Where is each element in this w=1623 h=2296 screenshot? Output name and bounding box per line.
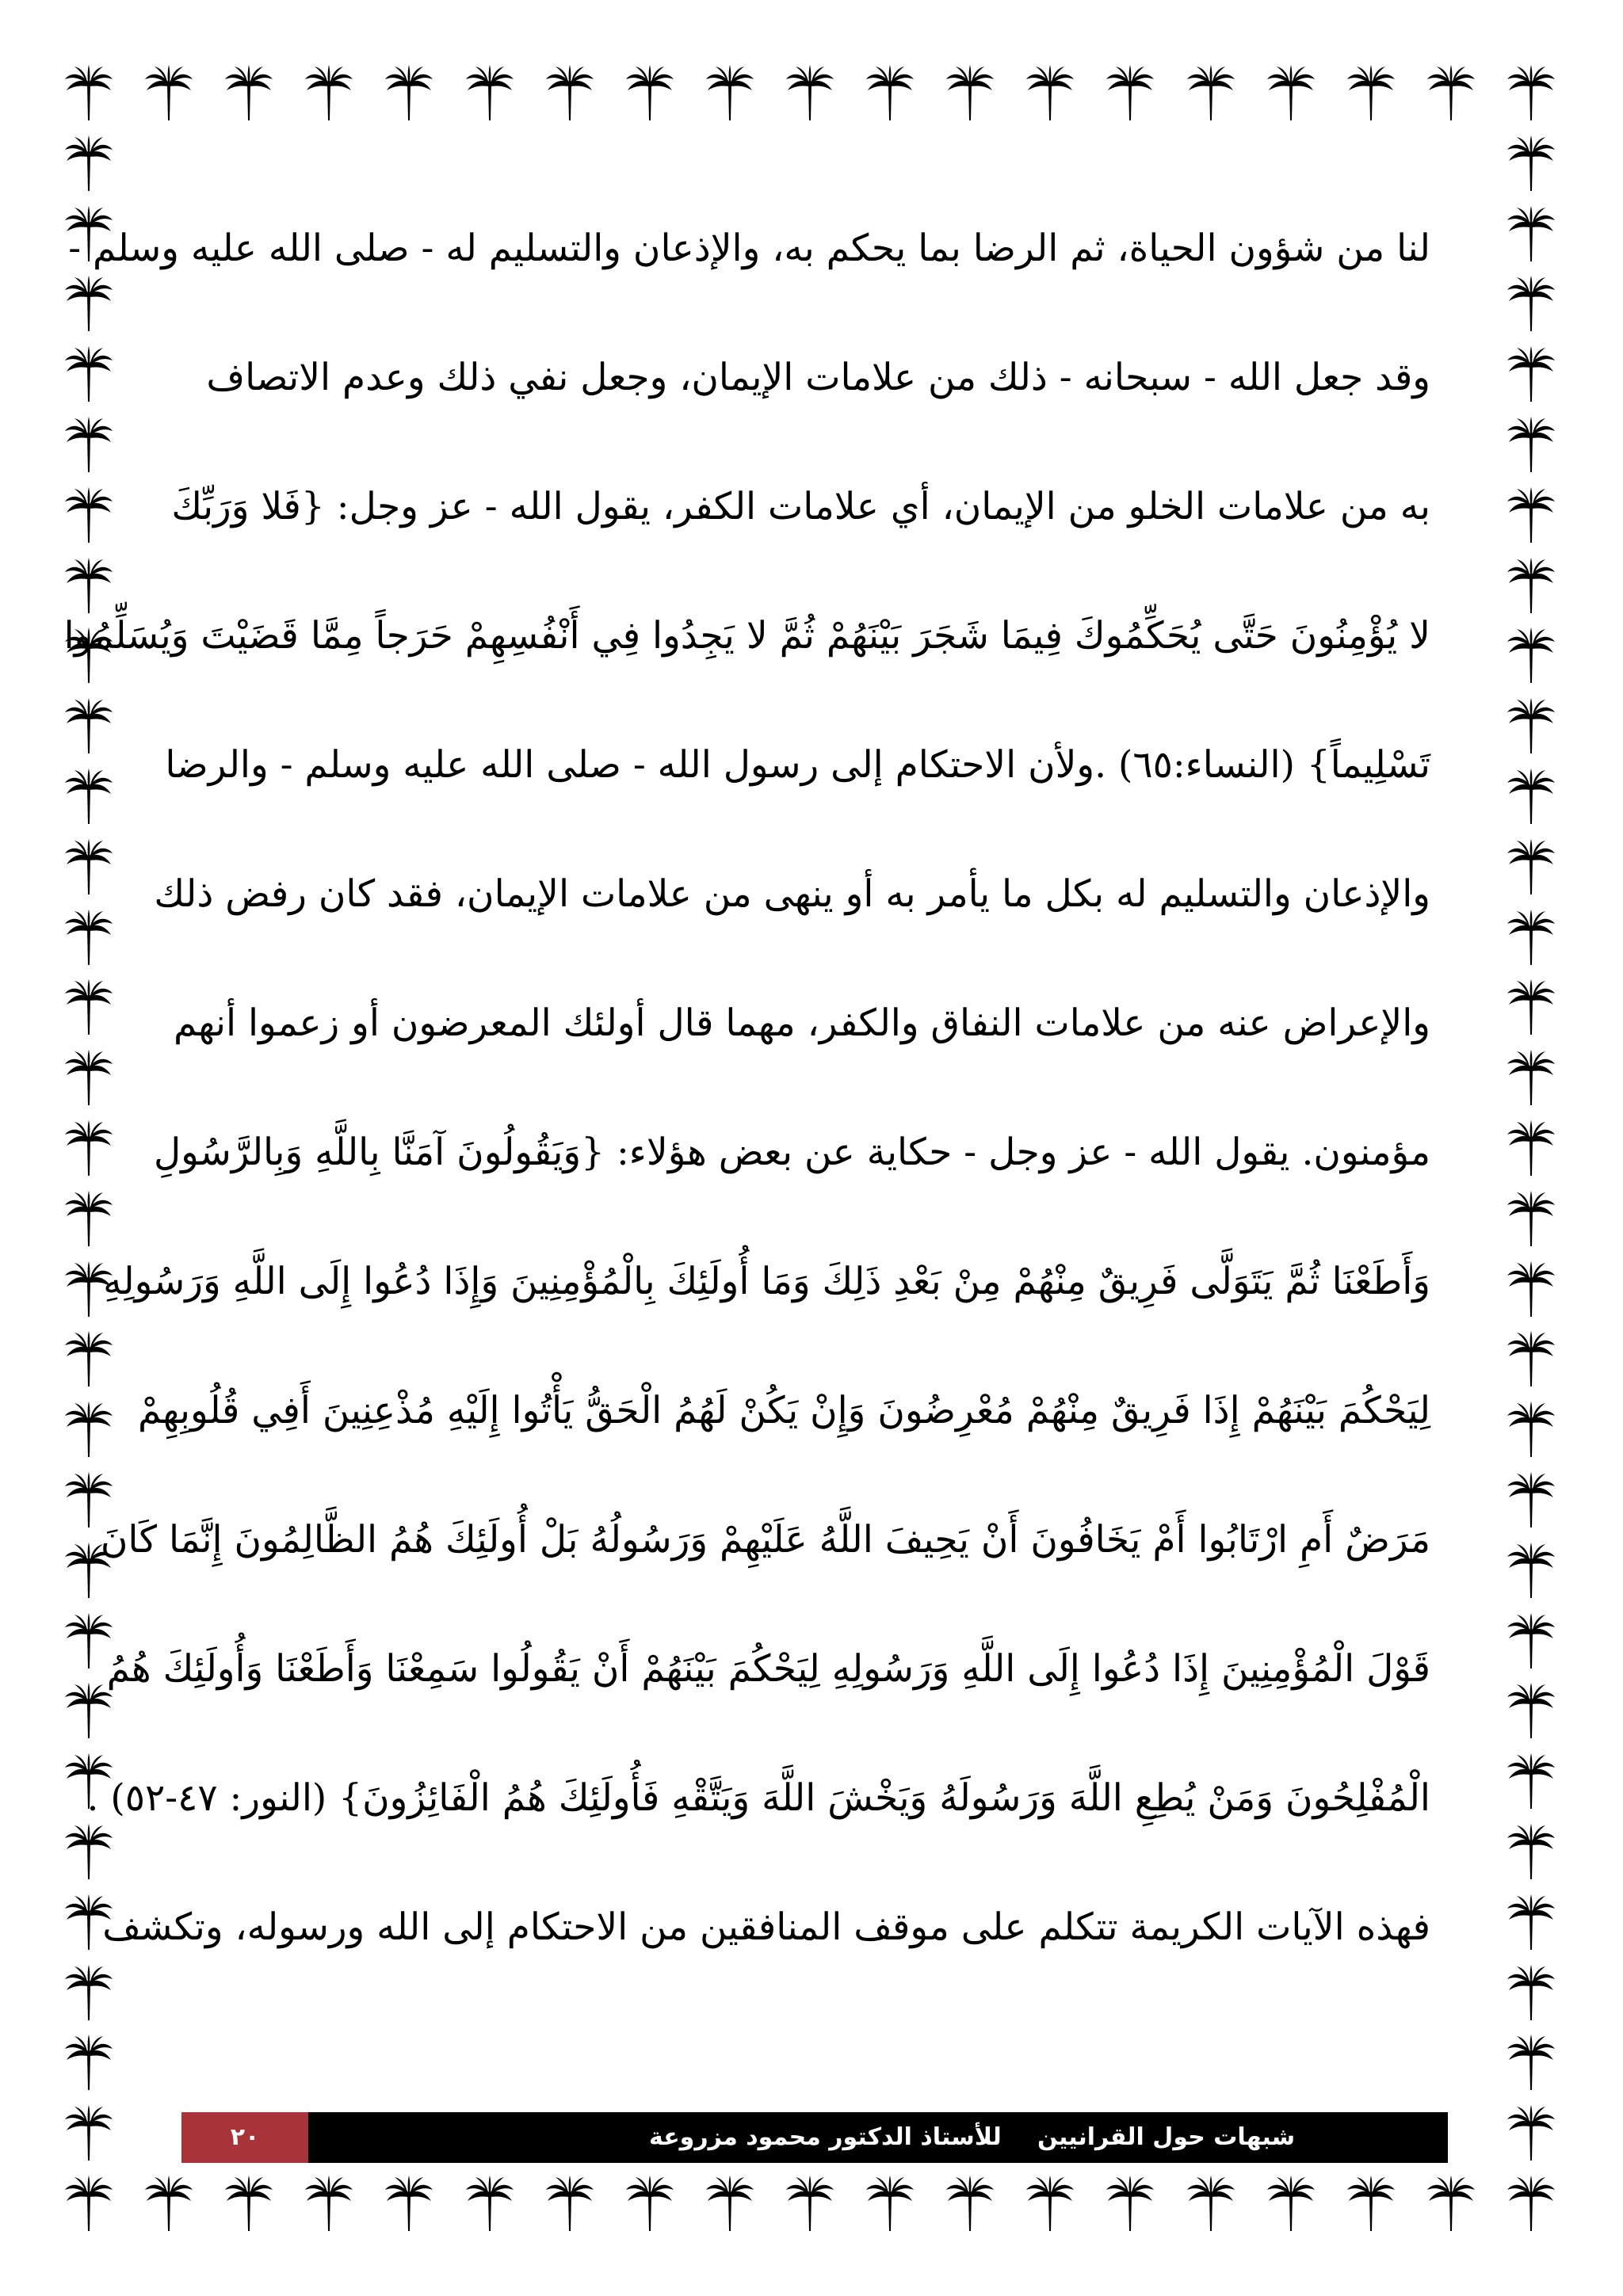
text-line: وَأَطَعْنَا ثُمَّ يَتَوَلَّى فَرِيقٌ مِنْهُمْ مِنْ بَعْدِ ذَلِكَ وَمَا أُولَئِكَ بِالْمُؤْمِنِينَ وَإِذَا دُعُوا إِلَى اللَّهِ وَرَسُولِهِ — [103, 1260, 1430, 1303]
palm-tree-icon — [1266, 63, 1316, 122]
palm-tree-icon — [1506, 204, 1556, 263]
palm-tree-icon — [1506, 1260, 1556, 1318]
palm-tree-icon — [1506, 1470, 1556, 1529]
palm-tree-icon — [1346, 63, 1396, 122]
text-line: به من علامات الخلو من الإيمان، أي علامات الكفر، يقول الله - عز وجل: {فَلا وَرَبِّكَ — [171, 485, 1430, 528]
palm-tree-icon — [785, 63, 835, 122]
palm-tree-icon — [1266, 2174, 1316, 2233]
palm-tree-icon — [705, 63, 755, 122]
palm-tree-icon — [945, 2174, 995, 2233]
palm-tree-icon — [1506, 1963, 1556, 2022]
palm-tree-icon — [63, 1119, 114, 1177]
palm-tree-icon — [1506, 1611, 1556, 1670]
palm-tree-icon — [1506, 345, 1556, 403]
text-line: لنا من شؤون الحياة، ثم الرضا بما يحكم به، والإذعان والتسليم له - صلى الله عليه وسلم - — [68, 227, 1430, 270]
text-line: والإذعان والتسليم له بكل ما يأمر به أو ينهى من علامات الإيمان، فقد كان رفض ذلك — [154, 872, 1430, 916]
palm-tree-icon — [63, 415, 114, 474]
palm-tree-icon — [1506, 63, 1556, 122]
palm-tree-icon — [865, 63, 915, 122]
palm-tree-icon — [1506, 1822, 1556, 1881]
palm-tree-icon — [1506, 696, 1556, 755]
palm-tree-icon — [544, 63, 595, 122]
palm-tree-icon — [143, 2174, 194, 2233]
palm-tree-icon — [63, 486, 114, 544]
palm-tree-icon — [1426, 2174, 1476, 2233]
palm-tree-icon — [1506, 1752, 1556, 1810]
palm-tree-icon — [1506, 415, 1556, 474]
palm-tree-icon — [1506, 274, 1556, 333]
palm-tree-icon — [865, 2174, 915, 2233]
palm-tree-icon — [1506, 2174, 1556, 2233]
palm-tree-icon — [223, 63, 274, 122]
palm-tree-icon — [1506, 626, 1556, 685]
palm-tree-icon — [1506, 2033, 1556, 2092]
palm-tree-icon — [63, 767, 114, 826]
palm-tree-icon — [63, 978, 114, 1036]
palm-tree-icon — [1506, 1400, 1556, 1459]
palm-tree-icon — [1506, 1329, 1556, 1388]
page-number: ٢٠ — [181, 2112, 308, 2163]
palm-tree-icon — [705, 2174, 755, 2233]
palm-tree-icon — [304, 63, 354, 122]
palm-tree-icon — [63, 2103, 114, 2162]
palm-tree-icon — [63, 345, 114, 403]
palm-tree-icon — [1506, 556, 1556, 615]
text-line: لِيَحْكُمَ بَيْنَهُمْ إِذَا فَرِيقٌ مِنْهُمْ مُعْرِضُونَ وَإِنْ يَكُنْ لَهُمُ الْحَقُّ يَأْتُوا إِلَيْهِ مُذْعِنِينَ أَفِي قُلُوبِهِمْ — [137, 1389, 1430, 1432]
palm-tree-icon — [63, 2033, 114, 2092]
text-line: لا يُؤْمِنُونَ حَتَّى يُحَكِّمُوكَ فِيمَا شَجَرَ بَيْنَهُمْ ثُمَّ لا يَجِدُوا فِي أَنْفُسِهِمْ حَرَجاً مِمَّا قَضَيْتَ وَيُسَلِّمُوا — [63, 614, 1430, 658]
palm-tree-icon — [1506, 486, 1556, 544]
palm-tree-icon — [1506, 1048, 1556, 1107]
palm-tree-icon — [1506, 134, 1556, 193]
palm-tree-icon — [1025, 2174, 1075, 2233]
text-line: قَوْلَ الْمُؤْمِنِينَ إِذَا دُعُوا إِلَى اللَّهِ وَرَسُولِهِ لِيَحْكُمَ بَيْنَهُمْ أَنْ يَقُولُوا سَمِعْنَا وَأَطَعْنَا وَأُولَئِكَ هُمُ — [106, 1647, 1430, 1691]
footer-title: شبهات حول القرانيين — [1037, 2123, 1296, 2151]
palm-tree-icon — [384, 63, 434, 122]
palm-tree-icon — [464, 63, 515, 122]
palm-tree-icon — [223, 2174, 274, 2233]
palm-tree-icon — [63, 63, 114, 122]
text-line: مَرَضٌ أَمِ ارْتَابُوا أَمْ يَخَافُونَ أَنْ يَحِيفَ اللَّهُ عَلَيْهِمْ وَرَسُولُهُ بَلْ أُولَئِكَ هُمُ الظَّالِمُونَ إِنَّمَا كَانَ — [100, 1518, 1430, 1562]
palm-tree-icon — [1506, 1189, 1556, 1248]
text-line: الْمُفْلِحُونَ وَمَنْ يُطِعِ اللَّهَ وَرَسُولَهُ وَيَخْشَ اللَّهَ وَيَتَّقْهِ فَأُولَئِكَ هُمُ الْفَائِزُونَ} (النور: ٤٧-٥٢) . — [86, 1776, 1430, 1820]
palm-tree-icon — [304, 2174, 354, 2233]
palm-tree-icon — [544, 2174, 595, 2233]
palm-tree-icon — [1186, 2174, 1236, 2233]
palm-tree-icon — [63, 837, 114, 896]
palm-tree-icon — [1346, 2174, 1396, 2233]
palm-tree-icon — [1506, 1893, 1556, 1951]
palm-tree-icon — [1426, 63, 1476, 122]
palm-tree-icon — [1186, 63, 1236, 122]
palm-tree-icon — [945, 63, 995, 122]
palm-tree-icon — [63, 908, 114, 967]
palm-tree-icon — [624, 63, 675, 122]
palm-tree-icon — [785, 2174, 835, 2233]
palm-tree-icon — [1105, 2174, 1155, 2233]
palm-tree-icon — [1506, 2103, 1556, 2162]
palm-tree-icon — [1506, 908, 1556, 967]
text-line: مؤمنون. يقول الله - عز وجل - حكاية عن بعض هؤلاء: {وَيَقُولُونَ آمَنَّا بِاللَّهِ وَبِالرَّسُولِ — [153, 1131, 1430, 1174]
text-line: وقد جعل الله - سبحانه - ذلك من علامات الإيمان، وجعل نفي ذلك وعدم الاتصاف — [206, 356, 1430, 399]
text-line: فهذه الآيات الكريمة تتكلم على موقف المنافقين من الاحتكام إلى الله ورسوله، وتكشف — [102, 1905, 1430, 1949]
palm-tree-icon — [1506, 837, 1556, 896]
text-line: تَسْلِيماً} (النساء:٦٥) .ولأن الاحتكام إلى رسول الله - صلى الله عليه وسلم - والرضا — [165, 743, 1430, 787]
palm-tree-icon — [63, 696, 114, 755]
palm-tree-icon — [63, 2174, 114, 2233]
palm-tree-icon — [1506, 1681, 1556, 1740]
palm-tree-icon — [624, 2174, 675, 2233]
palm-tree-icon — [1506, 767, 1556, 826]
palm-tree-icon — [143, 63, 194, 122]
palm-tree-icon — [384, 2174, 434, 2233]
footer-author: للأستاذ الدكتور محمود مزروعة — [649, 2123, 1002, 2151]
text-line: والإعراض عنه من علامات النفاق والكفر، مهما قال أولئك المعرضون أو زعموا أنهم — [173, 1001, 1430, 1045]
palm-tree-icon — [1506, 978, 1556, 1036]
palm-tree-icon — [63, 1400, 114, 1459]
palm-tree-icon — [1025, 63, 1075, 122]
palm-tree-icon — [1506, 1119, 1556, 1177]
palm-tree-icon — [1506, 1541, 1556, 1600]
palm-tree-icon — [464, 2174, 515, 2233]
footer-bar — [181, 2112, 1448, 2163]
palm-tree-icon — [1105, 63, 1155, 122]
body-text — [63, 184, 1430, 1992]
palm-tree-icon — [63, 1048, 114, 1107]
